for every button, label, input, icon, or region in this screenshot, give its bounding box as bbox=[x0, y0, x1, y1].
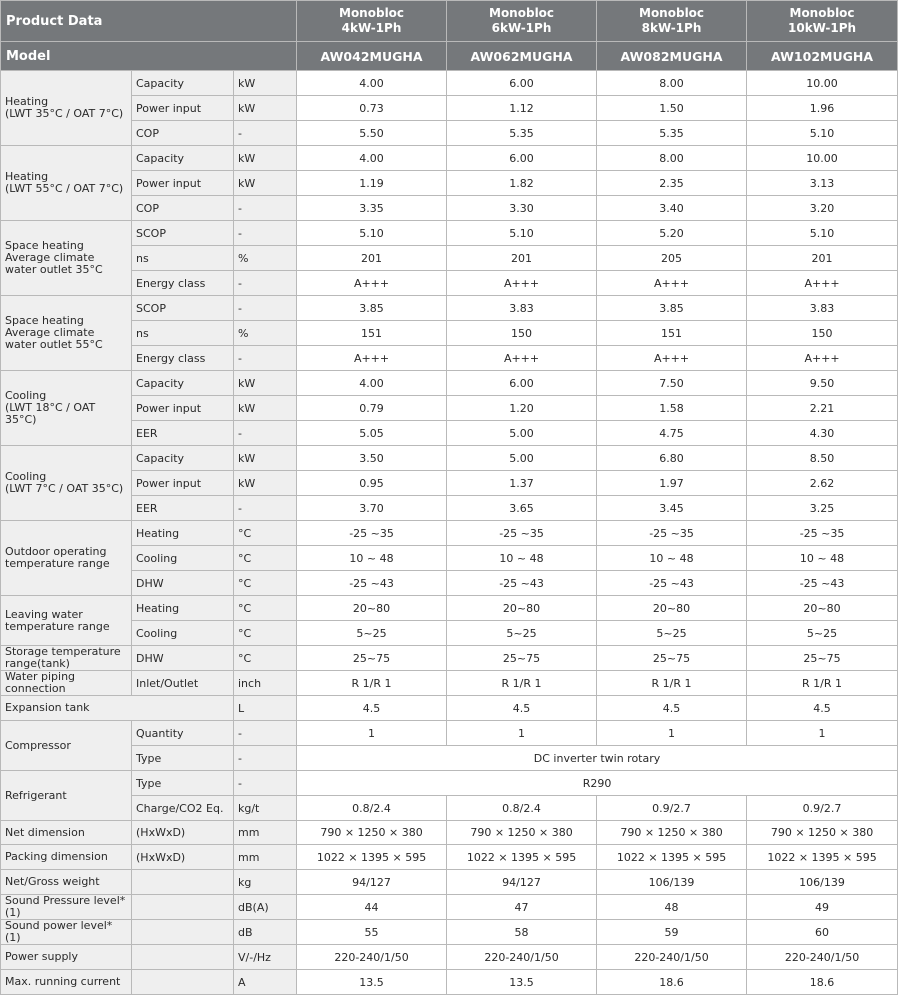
column-header-2: Monobloc 6kW-1Ph bbox=[447, 1, 597, 42]
value-cell: 3.25 bbox=[747, 496, 898, 521]
value-cell: 5.05 bbox=[297, 421, 447, 446]
row-unit: - bbox=[234, 121, 297, 146]
row-group-label: Expansion tank bbox=[1, 696, 234, 721]
row-unit: A bbox=[234, 970, 297, 995]
value-cell: 790 × 1250 × 380 bbox=[747, 821, 898, 845]
value-cell: 3.30 bbox=[447, 196, 597, 221]
value-cell: 13.5 bbox=[297, 970, 447, 995]
row-unit: - bbox=[234, 771, 297, 796]
value-cell: -25 ~35 bbox=[597, 521, 747, 546]
value-cell: -25 ~35 bbox=[297, 521, 447, 546]
row-group-label: Net/Gross weight bbox=[1, 870, 132, 895]
value-cell: A+++ bbox=[747, 346, 898, 371]
value-cell: 790 × 1250 × 380 bbox=[297, 821, 447, 845]
value-cell: 1.37 bbox=[447, 471, 597, 496]
row-unit: - bbox=[234, 346, 297, 371]
value-cell: 25~75 bbox=[447, 646, 597, 671]
value-cell: 1.12 bbox=[447, 96, 597, 121]
row-unit: °C bbox=[234, 571, 297, 596]
value-cell: 8.50 bbox=[747, 446, 898, 471]
value-cell: 5.10 bbox=[297, 221, 447, 246]
row-sub-label bbox=[132, 945, 234, 970]
value-cell: 0.9/2.7 bbox=[747, 796, 898, 821]
value-cell: 20~80 bbox=[747, 596, 898, 621]
table-row bbox=[1, 271, 898, 296]
value-cell: 5.50 bbox=[297, 121, 447, 146]
value-cell: 4.30 bbox=[747, 421, 898, 446]
value-cell: 5~25 bbox=[447, 621, 597, 646]
value-cell: 5.00 bbox=[447, 421, 597, 446]
value-cell: 5~25 bbox=[297, 621, 447, 646]
row-sub-label: Capacity bbox=[132, 446, 234, 471]
value-cell: 6.80 bbox=[597, 446, 747, 471]
row-unit: - bbox=[234, 271, 297, 296]
value-cell: -25 ~35 bbox=[447, 521, 597, 546]
row-sub-label: COP bbox=[132, 196, 234, 221]
value-cell: 220-240/1/50 bbox=[447, 945, 597, 970]
value-cell: 4.00 bbox=[297, 71, 447, 96]
table-row bbox=[1, 895, 898, 920]
table-row bbox=[1, 721, 898, 746]
row-unit: kW bbox=[234, 446, 297, 471]
value-cell: 10 ~ 48 bbox=[747, 546, 898, 571]
row-sub-label: Capacity bbox=[132, 146, 234, 171]
row-sub-label: (HxWxD) bbox=[132, 821, 234, 845]
row-unit: - bbox=[234, 721, 297, 746]
value-cell: R 1/R 1 bbox=[297, 671, 447, 696]
row-sub-label bbox=[132, 970, 234, 995]
value-cell: 18.6 bbox=[597, 970, 747, 995]
value-cell: 10 ~ 48 bbox=[597, 546, 747, 571]
row-sub-label: (HxWxD) bbox=[132, 845, 234, 870]
value-cell-shared: DC inverter twin rotary bbox=[297, 746, 898, 771]
value-cell: 1 bbox=[447, 721, 597, 746]
row-unit: °C bbox=[234, 646, 297, 671]
value-cell: 3.13 bbox=[747, 171, 898, 196]
row-unit: kW bbox=[234, 171, 297, 196]
row-group-label: Leaving water temperature range bbox=[1, 596, 132, 646]
table-row bbox=[1, 296, 898, 321]
value-cell: 1022 × 1395 × 595 bbox=[597, 845, 747, 870]
value-cell: 3.85 bbox=[597, 296, 747, 321]
row-sub-label: Capacity bbox=[132, 71, 234, 96]
row-sub-label: ns bbox=[132, 321, 234, 346]
table-row bbox=[1, 146, 898, 171]
row-sub-label bbox=[132, 870, 234, 895]
row-unit: kW bbox=[234, 71, 297, 96]
value-cell: A+++ bbox=[297, 346, 447, 371]
value-cell: 94/127 bbox=[297, 870, 447, 895]
table-row bbox=[1, 521, 898, 546]
model-label: Model bbox=[1, 42, 297, 71]
value-cell: 4.5 bbox=[747, 696, 898, 721]
row-group-label: Power supply bbox=[1, 945, 132, 970]
value-cell: 25~75 bbox=[297, 646, 447, 671]
table-row bbox=[1, 596, 898, 621]
row-sub-label: DHW bbox=[132, 646, 234, 671]
value-cell: 3.40 bbox=[597, 196, 747, 221]
value-cell: 10.00 bbox=[747, 146, 898, 171]
row-sub-label bbox=[132, 895, 234, 920]
value-cell: 25~75 bbox=[597, 646, 747, 671]
product-data-title: Product Data bbox=[1, 1, 297, 42]
row-sub-label: Quantity bbox=[132, 721, 234, 746]
row-group-label: Heating (LWT 55°C / OAT 7°C) bbox=[1, 146, 132, 221]
table-row bbox=[1, 621, 898, 646]
table-row bbox=[1, 671, 898, 696]
row-sub-label: Charge/CO2 Eq. bbox=[132, 796, 234, 821]
value-cell: 0.95 bbox=[297, 471, 447, 496]
table-row bbox=[1, 970, 898, 995]
row-unit: dB(A) bbox=[234, 895, 297, 920]
table-row bbox=[1, 221, 898, 246]
value-cell: 0.8/2.4 bbox=[297, 796, 447, 821]
value-cell: 3.83 bbox=[447, 296, 597, 321]
row-unit: kg/t bbox=[234, 796, 297, 821]
row-sub-label: Power input bbox=[132, 96, 234, 121]
value-cell: -25 ~43 bbox=[597, 571, 747, 596]
value-cell: 3.83 bbox=[747, 296, 898, 321]
row-sub-label: Energy class bbox=[132, 346, 234, 371]
value-cell: 1 bbox=[747, 721, 898, 746]
value-cell: 5~25 bbox=[747, 621, 898, 646]
value-cell: -25 ~43 bbox=[747, 571, 898, 596]
row-unit: inch bbox=[234, 671, 297, 696]
row-unit: dB bbox=[234, 920, 297, 945]
value-cell: 0.73 bbox=[297, 96, 447, 121]
row-sub-label: Energy class bbox=[132, 271, 234, 296]
value-cell: 790 × 1250 × 380 bbox=[447, 821, 597, 845]
table-row bbox=[1, 945, 898, 970]
row-unit: - bbox=[234, 421, 297, 446]
value-cell: 49 bbox=[747, 895, 898, 920]
table-row bbox=[1, 321, 898, 346]
table-row bbox=[1, 845, 898, 870]
value-cell: 8.00 bbox=[597, 146, 747, 171]
value-cell: A+++ bbox=[747, 271, 898, 296]
value-cell: 5.00 bbox=[447, 446, 597, 471]
table-row bbox=[1, 771, 898, 796]
value-cell: 106/139 bbox=[597, 870, 747, 895]
value-cell: 9.50 bbox=[747, 371, 898, 396]
value-cell: 3.50 bbox=[297, 446, 447, 471]
column-header-4: Monobloc 10kW-1Ph bbox=[747, 1, 898, 42]
table-row bbox=[1, 421, 898, 446]
value-cell: A+++ bbox=[597, 271, 747, 296]
row-group-label: Refrigerant bbox=[1, 771, 132, 821]
value-cell: 1022 × 1395 × 595 bbox=[297, 845, 447, 870]
table-row bbox=[1, 246, 898, 271]
value-cell: 3.70 bbox=[297, 496, 447, 521]
row-unit: kW bbox=[234, 396, 297, 421]
table-row bbox=[1, 696, 898, 721]
row-unit: kW bbox=[234, 96, 297, 121]
value-cell: 1.96 bbox=[747, 96, 898, 121]
table-row bbox=[1, 920, 898, 945]
table-row bbox=[1, 546, 898, 571]
value-cell: 55 bbox=[297, 920, 447, 945]
value-cell-shared: R290 bbox=[297, 771, 898, 796]
value-cell: 5.35 bbox=[597, 121, 747, 146]
value-cell: 60 bbox=[747, 920, 898, 945]
value-cell: 220-240/1/50 bbox=[597, 945, 747, 970]
value-cell: A+++ bbox=[597, 346, 747, 371]
row-unit: - bbox=[234, 221, 297, 246]
row-sub-label: Heating bbox=[132, 521, 234, 546]
model-row bbox=[1, 42, 898, 71]
value-cell: 18.6 bbox=[747, 970, 898, 995]
row-unit: - bbox=[234, 196, 297, 221]
value-cell: 205 bbox=[597, 246, 747, 271]
table-row bbox=[1, 746, 898, 771]
value-cell: 790 × 1250 × 380 bbox=[597, 821, 747, 845]
value-cell: 4.75 bbox=[597, 421, 747, 446]
value-cell: A+++ bbox=[447, 346, 597, 371]
row-sub-label: Power input bbox=[132, 471, 234, 496]
value-cell: 3.35 bbox=[297, 196, 447, 221]
row-sub-label bbox=[132, 920, 234, 945]
row-sub-label: DHW bbox=[132, 571, 234, 596]
value-cell: 2.62 bbox=[747, 471, 898, 496]
row-group-label: Water piping connection bbox=[1, 671, 132, 696]
row-unit: L bbox=[234, 696, 297, 721]
row-sub-label: Cooling bbox=[132, 546, 234, 571]
row-unit: - bbox=[234, 746, 297, 771]
row-unit: °C bbox=[234, 521, 297, 546]
row-unit: kg bbox=[234, 870, 297, 895]
value-cell: 59 bbox=[597, 920, 747, 945]
value-cell: 201 bbox=[447, 246, 597, 271]
value-cell: 44 bbox=[297, 895, 447, 920]
value-cell: 1022 × 1395 × 595 bbox=[747, 845, 898, 870]
table-row bbox=[1, 371, 898, 396]
value-cell: 3.45 bbox=[597, 496, 747, 521]
value-cell: 6.00 bbox=[447, 371, 597, 396]
table-row bbox=[1, 870, 898, 895]
row-unit: V/-/Hz bbox=[234, 945, 297, 970]
row-sub-label: Power input bbox=[132, 171, 234, 196]
value-cell: 7.50 bbox=[597, 371, 747, 396]
value-cell: R 1/R 1 bbox=[447, 671, 597, 696]
row-sub-label: SCOP bbox=[132, 221, 234, 246]
value-cell: 2.21 bbox=[747, 396, 898, 421]
value-cell: 58 bbox=[447, 920, 597, 945]
model-code-1: AW042MUGHA bbox=[297, 42, 447, 71]
value-cell: 1 bbox=[297, 721, 447, 746]
table-row bbox=[1, 446, 898, 471]
value-cell: 4.5 bbox=[597, 696, 747, 721]
table-row bbox=[1, 121, 898, 146]
row-sub-label: Inlet/Outlet bbox=[132, 671, 234, 696]
value-cell: 10.00 bbox=[747, 71, 898, 96]
value-cell: 3.20 bbox=[747, 196, 898, 221]
value-cell: 5~25 bbox=[597, 621, 747, 646]
value-cell: 5.35 bbox=[447, 121, 597, 146]
value-cell: 5.20 bbox=[597, 221, 747, 246]
value-cell: 1.50 bbox=[597, 96, 747, 121]
value-cell: -25 ~35 bbox=[747, 521, 898, 546]
value-cell: 220-240/1/50 bbox=[747, 945, 898, 970]
row-unit: kW bbox=[234, 146, 297, 171]
value-cell: 13.5 bbox=[447, 970, 597, 995]
column-header-1: Monobloc 4kW-1Ph bbox=[297, 1, 447, 42]
value-cell: 201 bbox=[747, 246, 898, 271]
row-group-label: Space heating Average climate water outlet 55°C bbox=[1, 296, 132, 371]
row-unit: °C bbox=[234, 596, 297, 621]
row-unit: °C bbox=[234, 621, 297, 646]
table-row bbox=[1, 396, 898, 421]
value-cell: R 1/R 1 bbox=[747, 671, 898, 696]
value-cell: 0.8/2.4 bbox=[447, 796, 597, 821]
row-sub-label: EER bbox=[132, 421, 234, 446]
value-cell: 5.10 bbox=[747, 121, 898, 146]
value-cell: 6.00 bbox=[447, 71, 597, 96]
row-unit: mm bbox=[234, 821, 297, 845]
value-cell: 20~80 bbox=[447, 596, 597, 621]
table-row bbox=[1, 571, 898, 596]
value-cell: 8.00 bbox=[597, 71, 747, 96]
value-cell: 150 bbox=[747, 321, 898, 346]
model-code-3: AW082MUGHA bbox=[597, 42, 747, 71]
row-group-label: Max. running current bbox=[1, 970, 132, 995]
row-unit: kW bbox=[234, 471, 297, 496]
value-cell: 5.10 bbox=[747, 221, 898, 246]
table-row bbox=[1, 71, 898, 96]
value-cell: 25~75 bbox=[747, 646, 898, 671]
row-group-label: Heating (LWT 35°C / OAT 7°C) bbox=[1, 71, 132, 146]
row-sub-label: Capacity bbox=[132, 371, 234, 396]
row-sub-label: COP bbox=[132, 121, 234, 146]
row-sub-label: SCOP bbox=[132, 296, 234, 321]
row-group-label: Packing dimension bbox=[1, 845, 132, 870]
value-cell: 1.20 bbox=[447, 396, 597, 421]
row-sub-label: EER bbox=[132, 496, 234, 521]
row-group-label: Storage temperature range(tank) bbox=[1, 646, 132, 671]
value-cell: 4.00 bbox=[297, 371, 447, 396]
value-cell: 5.10 bbox=[447, 221, 597, 246]
table-row bbox=[1, 196, 898, 221]
table-row bbox=[1, 171, 898, 196]
value-cell: -25 ~43 bbox=[447, 571, 597, 596]
value-cell: -25 ~43 bbox=[297, 571, 447, 596]
value-cell: A+++ bbox=[447, 271, 597, 296]
model-code-2: AW062MUGHA bbox=[447, 42, 597, 71]
table-row bbox=[1, 496, 898, 521]
table-row bbox=[1, 96, 898, 121]
value-cell: 94/127 bbox=[447, 870, 597, 895]
value-cell: 4.00 bbox=[297, 146, 447, 171]
value-cell: 0.9/2.7 bbox=[597, 796, 747, 821]
row-unit: % bbox=[234, 246, 297, 271]
row-group-label: Sound power level*(1) bbox=[1, 920, 132, 945]
value-cell: 47 bbox=[447, 895, 597, 920]
value-cell: 150 bbox=[447, 321, 597, 346]
value-cell: 6.00 bbox=[447, 146, 597, 171]
value-cell: 10 ~ 48 bbox=[447, 546, 597, 571]
table-row bbox=[1, 346, 898, 371]
value-cell: 4.5 bbox=[297, 696, 447, 721]
value-cell: 1.58 bbox=[597, 396, 747, 421]
value-cell: R 1/R 1 bbox=[597, 671, 747, 696]
value-cell: 1.82 bbox=[447, 171, 597, 196]
row-sub-label: Type bbox=[132, 771, 234, 796]
row-group-label: Compressor bbox=[1, 721, 132, 771]
value-cell: 4.5 bbox=[447, 696, 597, 721]
row-sub-label: Power input bbox=[132, 396, 234, 421]
value-cell: 220-240/1/50 bbox=[297, 945, 447, 970]
value-cell: 2.35 bbox=[597, 171, 747, 196]
row-sub-label: Type bbox=[132, 746, 234, 771]
column-header-3: Monobloc 8kW-1Ph bbox=[597, 1, 747, 42]
value-cell: 1.19 bbox=[297, 171, 447, 196]
value-cell: 3.85 bbox=[297, 296, 447, 321]
value-cell: 1022 × 1395 × 595 bbox=[447, 845, 597, 870]
value-cell: 151 bbox=[597, 321, 747, 346]
table-row bbox=[1, 646, 898, 671]
value-cell: 1 bbox=[597, 721, 747, 746]
table-row bbox=[1, 821, 898, 845]
row-group-label: Outdoor operating temperature range bbox=[1, 521, 132, 596]
table-row bbox=[1, 796, 898, 821]
value-cell: 0.79 bbox=[297, 396, 447, 421]
row-unit: mm bbox=[234, 845, 297, 870]
row-sub-label: ns bbox=[132, 246, 234, 271]
value-cell: 201 bbox=[297, 246, 447, 271]
row-group-label: Net dimension bbox=[1, 821, 132, 845]
row-group-label: Space heating Average climate water outlet 35°C bbox=[1, 221, 132, 296]
value-cell: 10 ~ 48 bbox=[297, 546, 447, 571]
header-row bbox=[1, 1, 898, 42]
value-cell: 3.65 bbox=[447, 496, 597, 521]
value-cell: 106/139 bbox=[747, 870, 898, 895]
value-cell: 48 bbox=[597, 895, 747, 920]
row-unit: kW bbox=[234, 371, 297, 396]
row-group-label: Cooling (LWT 18°C / OAT 35°C) bbox=[1, 371, 132, 446]
value-cell: 20~80 bbox=[597, 596, 747, 621]
row-group-label: Sound Pressure level*(1) bbox=[1, 895, 132, 920]
model-code-4: AW102MUGHA bbox=[747, 42, 898, 71]
row-unit: °C bbox=[234, 546, 297, 571]
row-unit: - bbox=[234, 296, 297, 321]
row-sub-label: Cooling bbox=[132, 621, 234, 646]
value-cell: 151 bbox=[297, 321, 447, 346]
table-row bbox=[1, 471, 898, 496]
value-cell: 1.97 bbox=[597, 471, 747, 496]
row-group-label: Cooling (LWT 7°C / OAT 35°C) bbox=[1, 446, 132, 521]
value-cell: A+++ bbox=[297, 271, 447, 296]
row-sub-label: Heating bbox=[132, 596, 234, 621]
row-unit: % bbox=[234, 321, 297, 346]
row-unit: - bbox=[234, 496, 297, 521]
value-cell: 20~80 bbox=[297, 596, 447, 621]
